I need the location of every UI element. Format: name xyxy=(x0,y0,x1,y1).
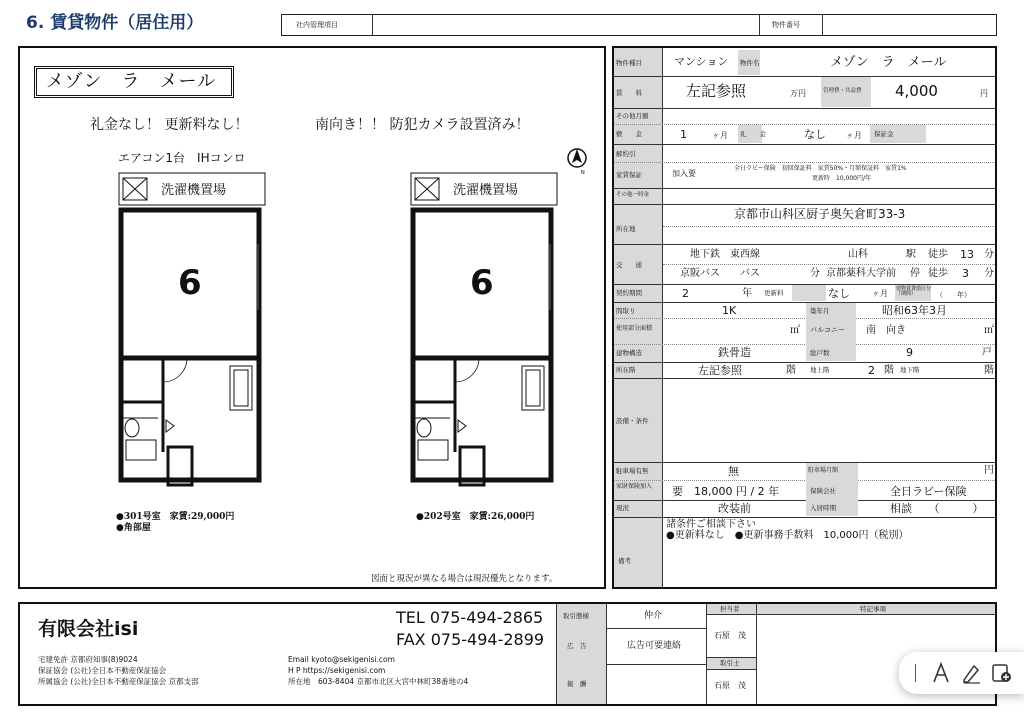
transport-walk-2: 徒歩 xyxy=(928,268,948,279)
floating-toolbar xyxy=(899,652,1024,694)
label-mgmt: 管理費・共益費 xyxy=(823,88,862,94)
transport-fun-2: 分 xyxy=(810,268,820,279)
label-deal: 取引態様 xyxy=(563,612,589,620)
transport-line-2: 京阪バス バス xyxy=(680,268,760,279)
label-name: 物件名 xyxy=(740,59,760,67)
label-insurance: 家財保険加入 xyxy=(616,483,653,490)
insurer-value: 全日ラビー保険 xyxy=(890,485,967,498)
guarantee-detail-1: 全日ラビー保険 初回保証料 家賃50%・月額保証料 家賃1% xyxy=(734,165,907,172)
transport-stop-2: 京都薬科大学前 xyxy=(826,268,896,279)
above-kai: 階 xyxy=(884,365,894,376)
label-equipment: 設備・条件 xyxy=(616,417,649,425)
rent-value: 左記参照 xyxy=(686,82,747,100)
transport-eki-1: 駅 xyxy=(906,249,916,260)
label-remarks: 備考 xyxy=(618,557,631,565)
room-202: ●202号室 家賃:26,000円 xyxy=(416,512,535,522)
label-agent: 取引士 xyxy=(720,659,740,667)
label-movein: 入居時期 xyxy=(810,504,836,512)
label-renew: 更新料 xyxy=(764,289,784,297)
section-title: 6. 賃貸物件（居住用） xyxy=(26,13,204,33)
tatami-1: 6 xyxy=(178,263,202,303)
mgmt-yen: 円 xyxy=(980,89,988,98)
built-date: 昭和63年3月 xyxy=(882,304,947,317)
transport-walk-1: 徒歩 xyxy=(928,249,948,260)
transport-min-2: 3 xyxy=(962,267,969,280)
label-below: 地下階 xyxy=(900,366,920,374)
layout-value: 1K xyxy=(722,304,737,317)
floor-kai: 階 xyxy=(786,365,796,376)
transport-min-1: 13 xyxy=(960,248,974,261)
deposit-month: ヶ月 xyxy=(712,131,728,140)
property-number-field[interactable] xyxy=(823,15,996,35)
label-area: 使用部分面積 xyxy=(616,325,653,332)
company-address: 所在地 603-8404 京都市北区大宮中林町38番地の4 xyxy=(288,677,469,686)
label-parking: 駐車場有無 xyxy=(616,467,649,475)
guarantee-detail-2: 更新時 10,000円/年 xyxy=(812,175,872,182)
tatami-2: 6 xyxy=(470,263,494,303)
guarantee-required: 加入要 xyxy=(672,169,696,178)
label-above: 地上階 xyxy=(810,366,830,374)
tagline-2: 南向き！！ 防犯カメラ設置済み！ xyxy=(315,117,530,133)
room-301: ●301号室 家賃:29,000円 xyxy=(116,512,235,522)
contract-year-unit: 年 xyxy=(742,288,752,299)
label-status: 現況 xyxy=(616,504,629,512)
label-guarantee: 家賃保証 xyxy=(616,171,642,179)
above-value: 2 xyxy=(868,364,875,377)
signature-icon[interactable] xyxy=(961,662,983,684)
label-floor: 所在階 xyxy=(616,366,636,374)
floorplan-301 xyxy=(118,172,268,492)
label-rent: 賃 料 xyxy=(616,89,642,97)
features-text: エアコン1台 IHコンロ xyxy=(118,151,246,165)
label-type: 物件種目 xyxy=(616,59,642,67)
label-fee: 報 酬 xyxy=(567,680,587,688)
label-key: 礼 金 xyxy=(740,130,766,138)
agent-name: 石原 茂 xyxy=(714,681,746,690)
transport-tei-2: 停 xyxy=(910,268,920,279)
transport-fun2-2: 分 xyxy=(984,268,994,279)
remarks-1: 諸条件ご相談下さい xyxy=(666,519,756,530)
insurance-value: 要 18,000 円 / 2 年 xyxy=(672,485,780,498)
renew-fee: なし xyxy=(828,287,850,300)
label-contract: 契約期間 xyxy=(616,289,642,297)
license-3: 所属協会 (公社)全日本不動産保証協会 京都支部 xyxy=(38,677,199,686)
floor-value: 左記参照 xyxy=(698,364,742,377)
toolbar-separator xyxy=(915,664,916,682)
key-month: ヶ月 xyxy=(846,131,862,140)
units-unit: 戸 xyxy=(982,347,992,358)
svg-text:N: N xyxy=(581,170,585,176)
remarks-2: ●更新料なし ●更新事務手数料 10,000円（税別） xyxy=(666,530,909,541)
management-label: 社内管理項目 xyxy=(296,21,338,29)
balcony-unit: ㎡ xyxy=(984,325,994,336)
room-301-note: ●角部屋 xyxy=(116,523,151,533)
label-insurer: 保険会社 xyxy=(810,487,836,495)
company-email[interactable]: Email kyoto@sekigenisi.com xyxy=(288,655,395,664)
balcony-value: 南 向き xyxy=(866,325,906,336)
property-name: メゾン ラ メール xyxy=(46,71,217,92)
label-other-once: その他一時金 xyxy=(616,192,650,198)
mgmt-fee: 4,000 xyxy=(895,82,938,100)
charge-name: 石原 茂 xyxy=(714,631,746,640)
disclaimer: 図面と現況が異なる場合は現況優先となります。 xyxy=(371,574,558,584)
company-website[interactable]: H P https://sekigenisi.com xyxy=(288,666,386,675)
label-structure: 建物構造 xyxy=(616,349,642,357)
company-fax: FAX 075-494-2899 xyxy=(396,630,545,649)
units-value: 9 xyxy=(906,346,913,359)
contract-years: 2 xyxy=(682,287,689,300)
below-kai: 階 xyxy=(984,365,994,376)
property-number-label: 物件番号 xyxy=(772,21,800,29)
floorplan-202 xyxy=(410,172,560,492)
label-charge: 担当者 xyxy=(720,605,740,613)
tagline-1: 礼金なし！ 更新料なし！ xyxy=(90,117,249,133)
transport-station-1: 山科 xyxy=(848,249,868,260)
label-address: 所在地 xyxy=(616,225,636,233)
deal-type: 仲介 xyxy=(644,611,663,621)
parking-value: 無 xyxy=(728,465,739,478)
ad-value: 広告可要連絡 xyxy=(627,641,682,651)
period-hint: （ 年） xyxy=(936,291,971,299)
text-format-icon[interactable] xyxy=(931,662,951,684)
label-building-type: 建物賃貸借区分（期間） xyxy=(896,286,932,297)
label-layout: 間取り xyxy=(616,307,636,315)
transport-fun-1: 分 xyxy=(984,249,994,260)
property-type: マンション xyxy=(674,55,729,68)
movein-value: 相談 （ ） xyxy=(890,502,984,515)
structure-value: 鉄骨造 xyxy=(718,346,751,359)
laundry-label-1: 洗濯機置場 xyxy=(161,183,227,198)
company-tel: TEL 075-494-2865 xyxy=(396,608,544,627)
north-arrow-icon xyxy=(565,146,591,178)
label-built: 築年月 xyxy=(810,307,830,315)
label-other-fee: その他月額 xyxy=(616,112,649,120)
deposit-value: 1 xyxy=(680,128,687,141)
spec-property-name: メゾン ラ メール xyxy=(830,55,947,70)
label-deposit: 敷 金 xyxy=(616,130,642,138)
label-shikibiki: 解約引 xyxy=(616,150,636,158)
label-balcony: バルコニー xyxy=(810,326,845,334)
license-2: 保証協会 (公社)全日本不動産保証協会 xyxy=(38,666,167,675)
parking-yen: 円 xyxy=(984,465,994,476)
label-special: 特記事項 xyxy=(860,605,886,613)
renew-month: ヶ月 xyxy=(872,289,888,298)
area-unit: ㎡ xyxy=(790,325,800,336)
add-document-icon[interactable] xyxy=(991,662,1013,684)
status-value: 改装前 xyxy=(718,502,751,515)
address-value: 京都市山科区厨子奥矢倉町33-3 xyxy=(734,207,906,221)
label-units: 総戸数 xyxy=(810,349,830,357)
label-guarantee-money: 保証金 xyxy=(874,130,894,138)
label-ad: 広 告 xyxy=(567,642,587,650)
company-name: 有限会社isi xyxy=(38,618,139,640)
laundry-label-2: 洗濯機置場 xyxy=(453,183,519,198)
label-parking-fee: 駐車場月額 xyxy=(808,467,839,474)
label-transport: 交 通 xyxy=(616,261,642,269)
rent-unit: 万円 xyxy=(790,89,806,98)
transport-line-1: 地下鉄 東西線 xyxy=(690,249,760,260)
license-1: 宅建免許 京都府知事(8)9024 xyxy=(38,655,138,664)
key-money: なし xyxy=(804,128,826,141)
